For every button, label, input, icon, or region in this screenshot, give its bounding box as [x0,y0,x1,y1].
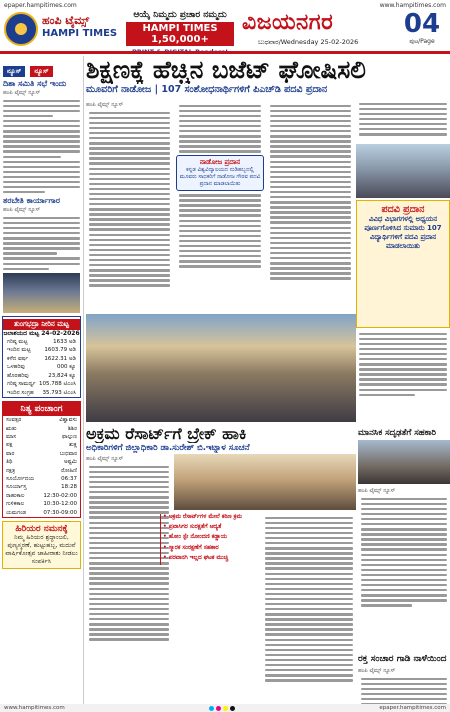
panchanga-row-label: ಮಾಸ [6,434,17,441]
panchanga-row-value: ರೋಹಿಣಿ [61,467,77,474]
panchanga-row-value: ಫಾಲ್ಗುಣ [62,434,77,441]
panchanga-row [3,500,80,508]
panchanga-row [3,416,80,424]
panchanga-row-label: ಯಮಗಂಡ [6,509,27,516]
sidebar-byline-2: ಹಂಪಿ ಟೈಮ್ಸ್ ನ್ಯೂಸ್ [3,207,41,214]
dam-level-row-value: 35.793 ಟಿಎಂಸಿ [42,389,76,396]
ad-text: ನಿಮ್ಮ ಹಿರಿಯರ ಶ್ರದ್ಧಾಂಜಲಿ, ಪುಣ್ಯಸ್ಮರಣೆ, ಹುಟ್ಟುಹಬ್ಬ, ಮದುವೆ ವಾರ್ಷಿಕೋತ್ಸವ ಜಾಹೀರಾತು ನೀಡಲು ಸಂಪರ್ಕಿಸಿ [5,534,78,566]
panchanga-row-label: ಸೂರ್ಯೋದಯ [6,476,35,483]
lead-subheadline: ಮೂವರಿಗೆ ನಾಡೋಜ | 107 ಸಂಶೋಧನಾರ್ಥಿಗಳಿಗೆ ಪಿಎಚ್‌ಡಿ ಪದವಿ ಪ್ರದಾನ [86,84,328,95]
degree-info-box [356,200,450,328]
panchanga-row-value: 18:28 [61,484,77,491]
dam-level-row [3,380,80,389]
panchanga-row-value: ಅಷ್ಟಮಿ [63,459,77,466]
ad-title: ಹಿರಿಯರ ನಮನಕ್ಕೆ [15,524,68,535]
panchanga-row-label: ವಾರ [6,450,15,457]
dam-level-row-value: 23,824 ಕ್ಯೂ [48,372,76,379]
dam-level-row [3,346,80,355]
panchanga-row-value: ಶಿಶಿರ [68,425,77,432]
dam-level-row-value: 1603.79 ಅಡಿ [44,347,76,354]
story2-headline[interactable]: ಅಕ್ರಮ ರೆಸಾರ್ಟ್‌ಗೆ ಬ್ರೇಕ್ ಹಾಕಿ [86,424,247,443]
main-content [86,56,450,712]
epaper-url[interactable]: epaper.hampitimes.com [4,2,77,9]
dam-photo [3,273,80,313]
panchanga-row-value: ಬುಧವಾರ [59,450,77,457]
degree-box-head: ಪದವಿ ಪ್ರದಾನ [381,204,425,215]
story3-byline: ಹಂಪಿ ಟೈಮ್ಸ್ ನ್ಯೂಸ್ [358,488,396,494]
dam-level-row-value: 000 ಕ್ಯೂ [57,364,76,371]
panchanga-table [3,416,80,517]
dam-level-box [2,316,81,399]
panchanga-row-label: ಗುಳಿಕಕಾಲ [6,501,25,508]
bullet-point: • ಸ್ಮಾರಕ ಸಂರಕ್ಷಣೆಗೆ ಸಹಕಾರ [163,544,219,551]
dam-level-row-label: ಗರಿಷ್ಠ ಸಾಮರ್ಥ್ಯ [7,381,36,388]
panchanga-row-value: 12:30-02:00 [43,492,77,499]
panchanga-row [3,475,80,483]
story3-body [358,488,450,609]
registration-marks [209,706,235,711]
hampi-times-logo [4,12,38,46]
panchanga-box [2,401,81,518]
panchanga-row [3,458,80,466]
story2-col-3 [262,514,356,684]
dam-level-row-label: ಹೊರಹರಿವು [7,372,29,379]
story3-photo [358,440,450,484]
degree-box-sub: ವಿವಿಧ ವಿಭಾಗಗಳಲ್ಲಿ ಅಧ್ಯಯನ ಪೂರ್ಣಗೊಳಿಸಿದ ಸುಮಾರು 107 ವಿದ್ಯಾರ್ಥಿಗಳಿಗೆ ಪದವಿ ಪ್ರದಾನ ಮಾಡಲಾಯಿತು [364,215,442,250]
brand-kannada: ಹಂಪಿ ಟೈಮ್ಸ್ [42,14,90,27]
news-tag: ನ್ಯೂಸ್ [3,66,25,77]
masthead-brand [42,14,118,39]
promo-line-1: ಆಯ್ಕೆ ನಿಮ್ಮದು ಪ್ರಚಾರ ನಮ್ಮದು [133,10,227,20]
dam-level-row-label: ಗರಿಷ್ಠ ಮಟ್ಟ [7,338,28,345]
sidebar-byline-1: ಹಂಪಿ ಟೈಮ್ಸ್ ನ್ಯೂಸ್ [3,90,41,96]
story2-subheadline: ಅಧಿಕಾರಿಗಳಿಗೆ ಜಿಲ್ಲಾಧಿಕಾರಿ ಡಾ.ಸುರೇಶ್ ಬಿ.ಇಟ್ನಾಳ ಸೂಚನೆ [86,443,250,453]
quote-text: ಕನ್ನಡ ವಿಶ್ವವಿದ್ಯಾಲಯದ ನುಡಿಹಬ್ಬದಲ್ಲಿ ಮೂವರು ಸಾಧಕರಿಗೆ ನಾಡೋಜ ಗೌರವ ಪದವಿ ಪ್ರದಾನ ಮಾಡಲಾಯಿತು [179,167,261,188]
promo-line-2: HAMPI TIMES 1,50,000+ [126,22,234,46]
dam-level-date: ಜಲಾಶಯದ ಮಟ್ಟ 24-02-2026 [3,329,80,337]
bullet-point: • ಅಕ್ರಮ ರೆಸಾರ್ಟ್‌ಗಳ ಮೇಲೆ ಕಠಿಣ ಕ್ರಮ [163,514,242,520]
lead-col-1 [86,102,173,289]
dam-level-row-value: 1622.31 ಅಡಿ [44,355,76,362]
dam-level-row [3,389,80,398]
edition-title: ವಿಜಯನಗರ [242,10,334,35]
bullet-point: • ಪ್ರವಾಸಿಗರ ಸುರಕ್ಷತೆಗೆ ಆದ್ಯತೆ [163,524,222,531]
dam-level-row-label: ಕಳೆದ ವರ್ಷ [7,355,29,362]
dateline: ಬುಧವಾರ/Wednesday 25-02-2026 [258,38,359,46]
panchanga-row-label: ತಿಥಿ [6,459,13,466]
panchanga-row-label: ಸಂವತ್ಸರ [6,417,22,424]
dam-level-title: ತುಂಗಭದ್ರಾ ನೀರಿನ ಮಟ್ಟ [3,319,80,330]
panchanga-row-value: 07:30-09:00 [43,509,77,516]
panchanga-row-label: ಪಕ್ಷ [6,442,13,449]
sidebar-headline-2[interactable]: ತರಬೇತಿ ಕಾರ್ಯಾಗಾರ [3,196,60,206]
page-label: ಪುಟ/Page [409,38,435,45]
sidebar-story-2-body [0,217,83,270]
story4-byline: ಹಂಪಿ ಟೈಮ್ಸ್ ನ್ಯೂಸ್ [358,668,396,674]
panchanga-row [3,492,80,500]
panchanga-row [3,450,80,458]
quote-head: ನಾಡೋಜ ಪ್ರದಾನ [199,158,241,167]
panchanga-row-label: ಋತು [6,425,17,432]
news-tag-2: ನ್ಯೂಸ್ [30,66,52,77]
meeting-photo [174,454,356,510]
panchanga-row [3,425,80,433]
panchanga-row [3,441,80,449]
lead-byline: ಹಂಪಿ ಟೈಮ್ಸ್ ನ್ಯೂಸ್ [86,102,124,108]
dam-level-row [3,363,80,372]
story2-bullets [160,514,258,565]
website-url[interactable]: www.hampitimes.com [379,2,446,9]
panchanga-row [3,467,80,475]
panchanga-row [3,509,80,517]
lead-quote-box [176,155,263,191]
dam-level-row [3,355,80,364]
dam-level-row-label: ಇಂದಿನ ಮಟ್ಟ [7,347,31,354]
panchanga-row-label: ನಕ್ಷತ್ರ [6,467,16,474]
panchanga-row [3,483,80,491]
panchanga-row-label: ರಾಹುಕಾಲ [6,492,25,499]
panchanga-row-label: ಸೂರ್ಯಾಸ್ತ [6,484,27,491]
panchanga-row [3,433,80,441]
panchanga-row-value: ವಿಶ್ವಾವಸು [59,417,77,424]
panchanga-title: ನಿತ್ಯ ಪಂಚಾಂಗ [3,402,80,416]
dam-level-row-value: 105.788 ಟಿಎಂಸಿ [39,381,76,388]
lead-headline[interactable]: ಶಿಕ್ಷಣಕ್ಕೆ ಹೆಚ್ಚಿನ ಬಜೆಟ್ ಘೋಷಿಸಲಿ [86,56,366,84]
right-column-text [356,100,450,138]
footer-left-url[interactable]: www.hampitimes.com [4,705,65,711]
footer-right-url[interactable]: epaper.hampitimes.com [379,705,446,711]
dam-level-row [3,338,80,347]
bullet-point: • ಪರವಾನಗಿ ಇಲ್ಲದ ಘಟಕ ಮುಚ್ಚಿ [163,554,229,561]
panchanga-row-value: ಶುಕ್ಲ [69,442,77,449]
story2-byline: ಹಂಪಿ ಟೈಮ್ಸ್ ನ್ಯೂಸ್ [86,456,124,462]
sidebar-story-1-body [0,100,83,194]
lead-body [86,102,354,289]
sidebar-headline-1[interactable]: ದಿಶಾ ಸಮಿತಿ ಸಭೆ ಇಂದು [3,79,67,88]
right-column-body [356,330,450,399]
page-number-value: 04 [403,9,441,39]
brand-english: HAMPI TIMES [42,28,118,39]
dam-level-table [3,338,80,398]
header-divider [0,51,450,54]
left-sidebar [0,56,84,712]
page-number [398,10,446,46]
obituary-ad[interactable] [2,521,81,569]
lead-col-2 [176,102,263,289]
promo-banner [120,10,240,50]
story4-headline[interactable]: ರಕ್ತ ಸಂಚಾರ ಗಾಡಿ ನಾಳೆಯಿಂದ [358,654,447,664]
page-footer [0,704,450,712]
dam-level-row-label: ಇಂದಿನ ಸಂಗ್ರಹ [7,389,34,396]
panchanga-row-value: 06:37 [61,476,77,483]
story3-headline[interactable]: ಮಾನಸಿಕ ಸದೃಢತೆಗೆ ಸಹಕಾರಿ [358,428,436,438]
convocation-crowd-photo [86,314,356,422]
lead-col-3 [267,102,354,289]
panchanga-row-value: 10:30-12:00 [43,501,77,508]
dam-level-row-label: ಒಳಹರಿವು [7,364,25,371]
dam-level-row-value: 1633 ಅಡಿ [53,338,76,345]
convocation-stage-photo [356,144,450,198]
dam-level-row [3,372,80,381]
bullet-point: • ಹೋಂ ಸ್ಟೇ ನೋಂದಣಿ ಕಡ್ಡಾಯ [163,534,227,541]
